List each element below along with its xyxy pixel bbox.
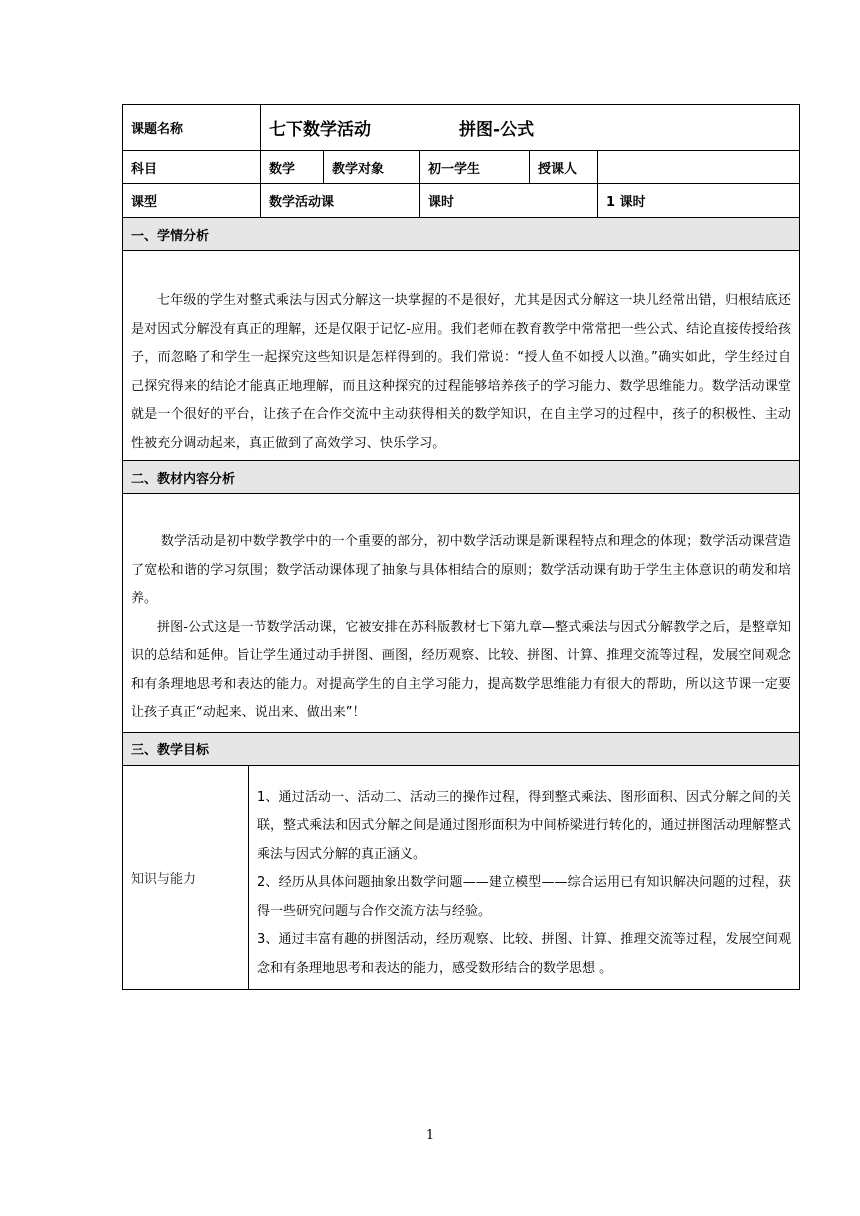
section1-heading-row [123,218,800,251]
section1-heading: 一、学情分析 [123,218,800,251]
section2-paragraph-1: 数学活动是初中数学教学中的一个重要的部分，初中数学活动课是新课程特点和理念的体现；数学活动课营造了宽松和谐的学习氛围；数学活动课体现了抽象与具体相结合的原则；数学活动课有助于学生主体意识的萌发和培养。 [131,534,792,606]
objectives-label: 知识与能力 [123,765,249,990]
objective-item: 2、经历从具体问题抽象出数学问题——建立模型——综合运用已有知识解决问题的过程，获得一些研究问题与合作交流方法与经验。 [257,875,792,919]
title-label: 课题名称 [123,105,261,151]
teacher-value [598,151,800,184]
subject-label: 科目 [123,151,261,184]
lesson-plan-table [122,104,800,990]
teacher-label: 授课人 [530,151,598,184]
section2-content-row [123,494,800,733]
title-value [261,105,800,151]
objective-item: 3、通过丰富有趣的拼图活动，经历观察、比较、拼图、计算、推理交流等过程，发展空间观念和有条理地思考和表达的能力，感受数形结合的数学思想 。 [257,932,792,976]
title-value-b: 拼图-公式 [459,120,535,140]
subject-value: 数学 [261,151,324,184]
lesson-plan [122,104,799,990]
type-label: 课型 [123,184,261,218]
section1-paragraph: 七年级的学生对整式乘法与因式分解这一块掌握的不是很好，尤其是因式分解这一块儿经常出错，归根结底还是对因式分解没有真正的理解，还是仅限于记忆-应用。我们老师在教育教学中常常把一些公式、结论直接传授给孩子，而忽略了和学生一起探究这些知识是怎样得到的。我们常说：“授人鱼不如授人以渔。”确实如此，学生经过自己探究得来的结论才能真正地理解，而且这种探究的过程能够培养孩子的学习能力、数学思维能力。数学活动课堂就是一个很好的平台，让孩子在合作交流中主动获得相关的数学知识，在自主学习的过程中，孩子的积极性、主动性被充分调动起来，真正做到了高效学习、快乐学习。 [131,293,792,451]
section1-content [123,251,800,461]
type-value: 数学活动课 [261,184,420,218]
title-value-a: 七下数学活动 [269,120,372,140]
page-number: 1 [425,1128,435,1143]
section2-content [123,494,800,733]
objective-item: 1、通过活动一、活动二、活动三的操作过程，得到整式乘法、图形面积、因式分解之间的关联，整式乘法和因式分解之间是通过图形面积为中间桥梁进行转化的，通过拼图活动理解整式乘法与因式分解的真正涵义。 [257,789,792,862]
hours-value: 1 课时 [598,184,800,218]
audience-value: 初一学生 [420,151,530,184]
objectives-content [249,765,800,990]
section3-heading-row [123,732,800,765]
type-row [123,184,800,218]
section3-heading: 三、教学目标 [123,732,800,765]
subject-row [123,151,800,184]
section2-paragraph-2: 拼图-公式这是一节数学活动课，它被安排在苏科版教材七下第九章—整式乘法与因式分解教学之后，是整章知识的总结和延伸。旨让学生通过动手拼图、画图，经历观察、比较、拼图、计算、推理交流等过程，发展空间观念和有条理地思考和表达的能力。对提高学生的自主学习能力，提高数学思维能力有很大的帮助，所以这节课一定要让孩子真正“动起来、说出来、做出来”！ [131,619,792,720]
section1-content-row [123,251,800,461]
section2-heading: 二、教材内容分析 [123,461,800,494]
audience-label: 教学对象 [324,151,420,184]
section2-heading-row [123,461,800,494]
hours-label: 课时 [420,184,598,218]
objectives-row [123,765,800,990]
title-row [123,105,800,151]
